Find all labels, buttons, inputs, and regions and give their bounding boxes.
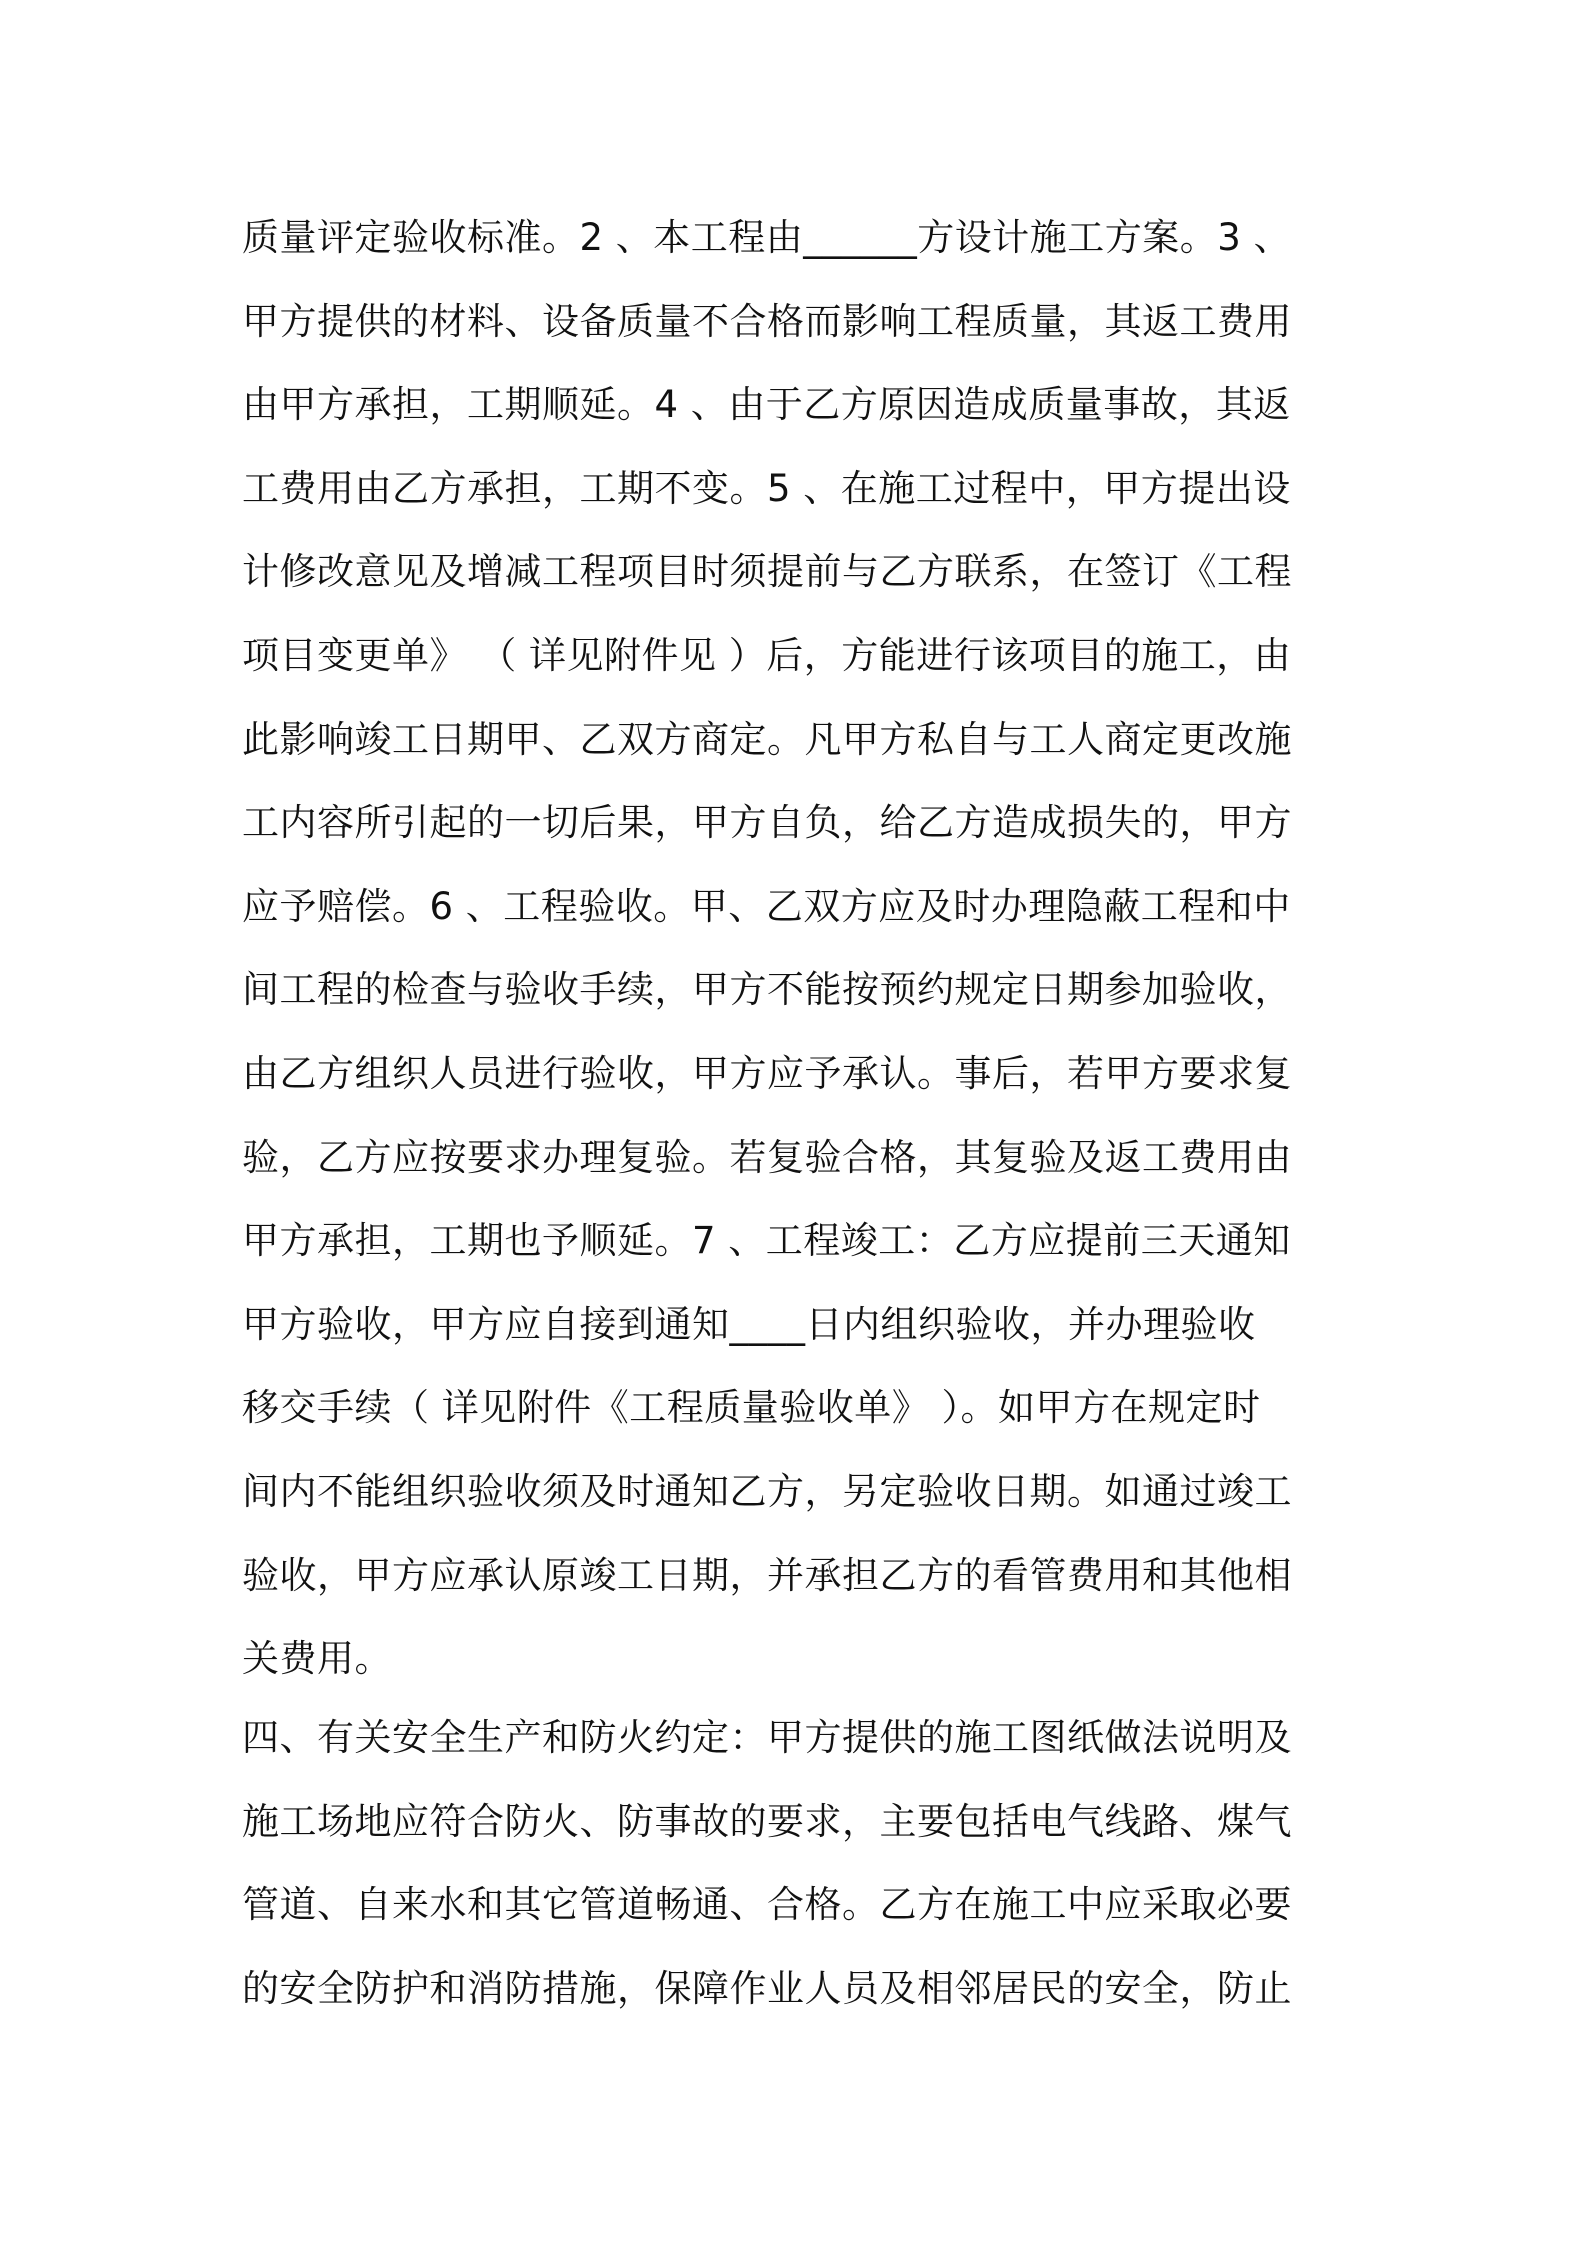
text-line: 间工程的检查与验收手续，甲方不能按预约规定日期参加验收， (242, 968, 1292, 1012)
section-safety-fire-prevention (242, 1696, 1362, 2030)
text-line: 甲方承担，工期也予顺延。7 、工程竣工：乙方应提前三天通知 (242, 1219, 1291, 1263)
text-line: 项目变更单》 （ 详见附件见 ）后，方能进行该项目的施工，由 (242, 633, 1292, 677)
text-line: 工内容所引起的一切后果，甲方自负，给乙方造成损失的，甲方 (242, 801, 1292, 845)
text-line: 的安全防护和消防措施，保障作业人员及相邻居民的安全，防止 (242, 1966, 1292, 2010)
text-line: 关费用。 (242, 1637, 392, 1681)
text-line: 验收，甲方应承认原竣工日期，并承担乙方的看管费用和其他相 (242, 1553, 1292, 1597)
section-heading-line: 四、有关安全生产和防火约定：甲方提供的施工图纸做法说明及 (242, 1716, 1292, 1759)
paragraph-acceptance-terms (242, 196, 1362, 1701)
text-line: 间内不能组织验收须及时通知乙方，另定验收日期。如通过竣工 (242, 1469, 1292, 1513)
text-line: 施工场地应符合防火、防事故的要求，主要包括电气线路、煤气 (242, 1799, 1292, 1843)
text-line: 由甲方承担，工期顺延。4 、由于乙方原因造成质量事故，其返 (242, 383, 1291, 427)
text-line: 管道、自来水和其它管道畅通、合格。乙方在施工中应采取必要 (242, 1883, 1292, 1927)
text-line: 验，乙方应按要求办理复验。若复验合格，其复验及返工费用由 (242, 1135, 1292, 1179)
text-line: 应予赔偿。6 、工程验收。甲、乙双方应及时办理隐蔽工程和中 (242, 884, 1291, 928)
text-line: 工费用由乙方承担，工期不变。5 、在施工过程中，甲方提出设 (242, 466, 1291, 510)
text-line: 此影响竣工日期甲、乙双方商定。凡甲方私自与工人商定更改施 (242, 717, 1292, 761)
text-line: 移交手续（ 详见附件《工程质量验收单》 ）。如甲方在规定时 (242, 1386, 1261, 1430)
text-line: 计修改意见及增减工程项目时须提前与乙方联系，在签订《工程 (242, 550, 1292, 594)
text-line: 由乙方组织人员进行验收，甲方应予承认。事后，若甲方要求复 (242, 1051, 1292, 1095)
text-line: 甲方验收，甲方应自接到通知____日内组织验收，并办理验收 (242, 1302, 1256, 1346)
text-line: 质量评定验收标准。2 、本工程由______方设计施工方案。3 、 (242, 216, 1292, 259)
text-line: 甲方提供的材料、设备质量不合格而影响工程质量，其返工费用 (242, 299, 1292, 343)
